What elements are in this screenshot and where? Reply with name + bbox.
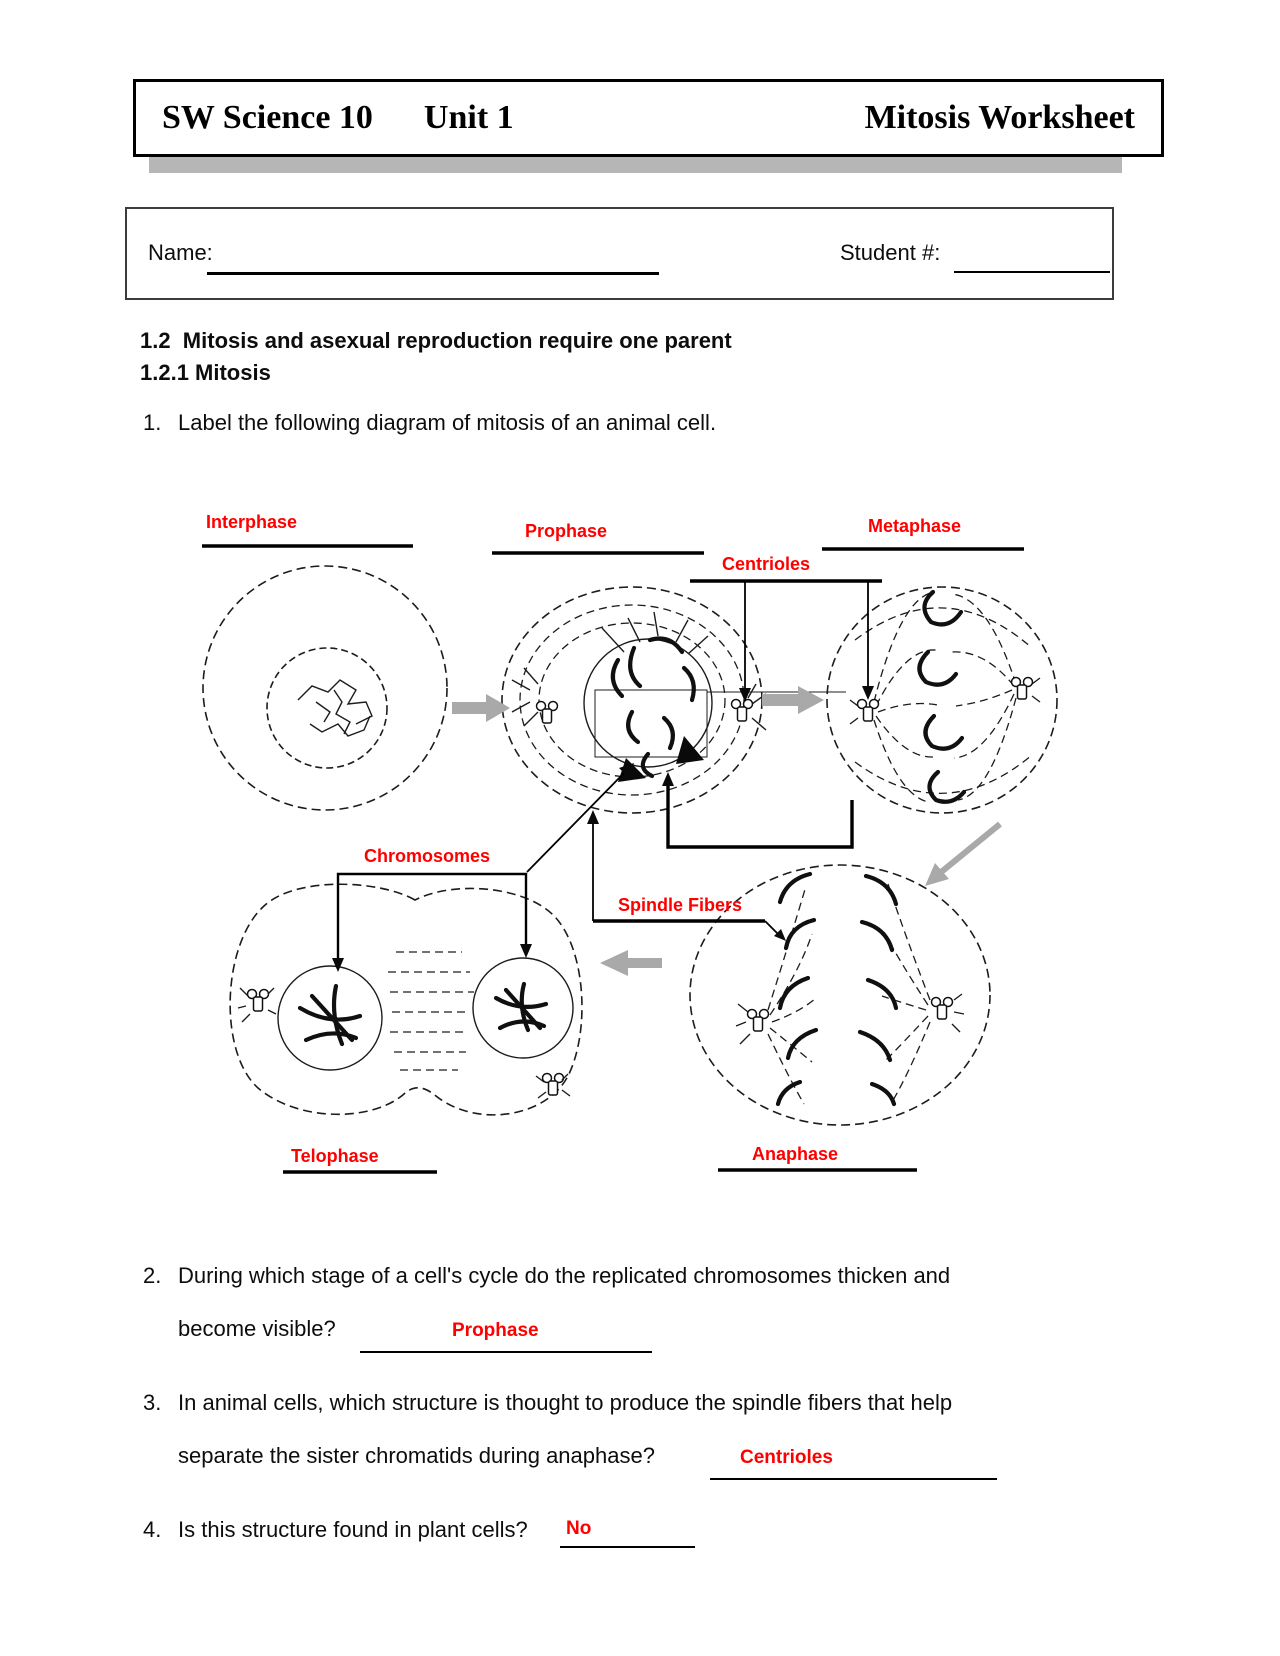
q4-answer: No <box>566 1518 592 1539</box>
telophase-label: Telophase <box>291 1146 379 1166</box>
q3-answer: Centrioles <box>740 1447 833 1468</box>
q1-text: Label the following diagram of mitosis of an animal cell. <box>178 410 717 435</box>
q2-number: 2. <box>143 1263 162 1288</box>
section-heading: 1.2 Mitosis and asexual reproduction require one parent <box>140 328 732 353</box>
q3-answer-line <box>710 1478 997 1480</box>
q2-line2: become visible? <box>178 1316 336 1341</box>
telophase-cell <box>230 884 582 1115</box>
name-blank-line <box>207 272 659 275</box>
q4-text: Is this structure found in plant cells? <box>178 1517 528 1542</box>
telophase-left-centriole <box>248 990 269 1012</box>
chromosomes-bracket <box>338 874 526 964</box>
interphase-cell <box>203 566 447 810</box>
q4-answer-line <box>560 1546 695 1548</box>
course-title: SW Science 10 Unit 1 <box>162 99 514 136</box>
spindle-fibers-label: Spindle Fibers <box>618 895 743 915</box>
metaphase-cell <box>827 587 1057 813</box>
arrow-prophase-to-metaphase <box>762 686 824 714</box>
subsection-heading: 1.2.1 Mitosis <box>140 360 271 385</box>
prophase-label: Prophase <box>525 521 608 541</box>
q1-number: 1. <box>143 410 162 435</box>
q3-line1: In animal cells, which structure is thought to produce the spindle fibers that help <box>178 1390 953 1415</box>
anaphase-right-centriole <box>932 998 953 1020</box>
metaphase-connector <box>668 780 852 847</box>
metaphase-right-centriole <box>1012 678 1033 700</box>
q3-line2: separate the sister chromatids during anaphase? <box>178 1443 655 1468</box>
spindle-pointer-anaphase <box>765 921 778 934</box>
student-number-label: Student #: <box>840 240 941 265</box>
metaphase-left-centriole <box>858 700 879 722</box>
prophase-right-centriole <box>732 700 753 722</box>
q4-number: 4. <box>143 1517 162 1542</box>
arrow-anaphase-to-telophase <box>600 950 662 976</box>
chromosomes-label: Chromosomes <box>364 846 491 866</box>
student-info-box <box>125 207 1114 300</box>
arrow-metaphase-to-anaphase <box>925 824 1000 886</box>
anaphase-label: Anaphase <box>752 1144 839 1164</box>
header-bar <box>133 79 1164 157</box>
mitosis-diagram <box>0 495 1280 1195</box>
metaphase-label: Metaphase <box>868 516 962 536</box>
centrioles-label: Centrioles <box>722 554 811 574</box>
q3-number: 3. <box>143 1390 162 1415</box>
q2-answer: Prophase <box>452 1320 539 1341</box>
interphase-label: Interphase <box>206 512 298 532</box>
q2-answer-line <box>360 1351 652 1353</box>
name-label: Name: <box>148 240 213 265</box>
chromosomes-pointer-prophase <box>527 771 626 872</box>
q2-line1: During which stage of a cell's cycle do the replicated chromosomes thicken and <box>178 1263 951 1288</box>
anaphase-left-centriole <box>748 1010 769 1032</box>
worksheet-title: Mitosis Worksheet <box>864 99 1135 136</box>
stage-arrows <box>452 686 1000 976</box>
student-number-blank-line <box>954 271 1110 273</box>
